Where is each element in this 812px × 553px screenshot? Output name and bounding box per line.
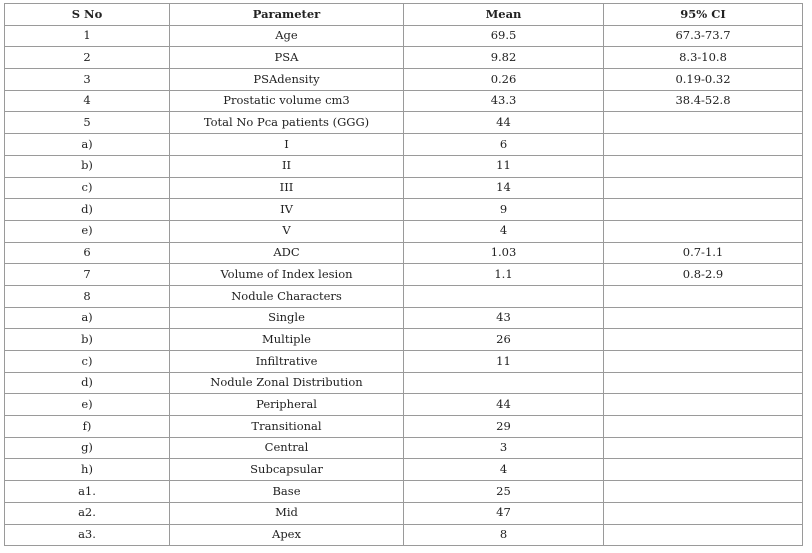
cell-parameter: IV bbox=[170, 199, 404, 221]
cell-parameter: Multiple bbox=[170, 329, 404, 351]
cell-sno: a1. bbox=[5, 481, 170, 503]
table-row bbox=[5, 524, 803, 546]
cell-parameter: Transitional bbox=[170, 416, 404, 438]
cell-sno: 3 bbox=[5, 69, 170, 91]
cell-ci bbox=[604, 416, 803, 438]
cell-parameter: Single bbox=[170, 307, 404, 329]
cell-mean: 14 bbox=[404, 177, 604, 199]
cell-sno: a3. bbox=[5, 524, 170, 546]
cell-mean: 4 bbox=[404, 459, 604, 481]
cell-parameter: Infiltrative bbox=[170, 351, 404, 373]
table-row bbox=[5, 220, 803, 242]
cell-ci bbox=[604, 285, 803, 307]
table-row bbox=[5, 351, 803, 373]
cell-sno: f) bbox=[5, 416, 170, 438]
table-row bbox=[5, 25, 803, 47]
cell-parameter: II bbox=[170, 155, 404, 177]
cell-ci bbox=[604, 481, 803, 503]
cell-parameter: Nodule Characters bbox=[170, 285, 404, 307]
cell-mean: 8 bbox=[404, 524, 604, 546]
cell-sno: a2. bbox=[5, 502, 170, 524]
cell-sno: 6 bbox=[5, 242, 170, 264]
results-table bbox=[4, 3, 803, 546]
table-row bbox=[5, 481, 803, 503]
table-row bbox=[5, 177, 803, 199]
cell-parameter: I bbox=[170, 134, 404, 156]
cell-parameter: PSA bbox=[170, 47, 404, 69]
table-row bbox=[5, 372, 803, 394]
cell-ci bbox=[604, 329, 803, 351]
table-row bbox=[5, 155, 803, 177]
cell-mean: 6 bbox=[404, 134, 604, 156]
cell-parameter: V bbox=[170, 220, 404, 242]
cell-mean: 11 bbox=[404, 351, 604, 373]
table-row bbox=[5, 329, 803, 351]
table-row bbox=[5, 394, 803, 416]
cell-ci: 0.7-1.1 bbox=[604, 242, 803, 264]
cell-mean: 44 bbox=[404, 112, 604, 134]
cell-ci bbox=[604, 307, 803, 329]
cell-mean bbox=[404, 285, 604, 307]
cell-sno: b) bbox=[5, 155, 170, 177]
cell-parameter: Mid bbox=[170, 502, 404, 524]
cell-parameter: ADC bbox=[170, 242, 404, 264]
cell-sno: 8 bbox=[5, 285, 170, 307]
cell-mean: 29 bbox=[404, 416, 604, 438]
table-row bbox=[5, 199, 803, 221]
header-mean: Mean bbox=[404, 4, 604, 26]
cell-parameter: Base bbox=[170, 481, 404, 503]
cell-sno: e) bbox=[5, 394, 170, 416]
cell-parameter: Subcapsular bbox=[170, 459, 404, 481]
cell-mean: 4 bbox=[404, 220, 604, 242]
cell-mean: 9.82 bbox=[404, 47, 604, 69]
cell-parameter: Central bbox=[170, 437, 404, 459]
cell-mean: 0.26 bbox=[404, 69, 604, 91]
cell-sno: c) bbox=[5, 351, 170, 373]
cell-ci: 0.19-0.32 bbox=[604, 69, 803, 91]
cell-sno: 7 bbox=[5, 264, 170, 286]
cell-ci bbox=[604, 394, 803, 416]
table-container bbox=[4, 3, 803, 546]
table-row bbox=[5, 112, 803, 134]
cell-sno: h) bbox=[5, 459, 170, 481]
header-ci: 95% CI bbox=[604, 4, 803, 26]
cell-parameter: III bbox=[170, 177, 404, 199]
table-row bbox=[5, 502, 803, 524]
cell-mean: 1.1 bbox=[404, 264, 604, 286]
table-row bbox=[5, 134, 803, 156]
cell-mean: 11 bbox=[404, 155, 604, 177]
cell-sno: g) bbox=[5, 437, 170, 459]
cell-ci bbox=[604, 372, 803, 394]
cell-ci: 38.4-52.8 bbox=[604, 90, 803, 112]
cell-mean bbox=[404, 372, 604, 394]
cell-parameter: Prostatic volume cm3 bbox=[170, 90, 404, 112]
cell-mean: 44 bbox=[404, 394, 604, 416]
cell-parameter: PSAdensity bbox=[170, 69, 404, 91]
cell-ci bbox=[604, 112, 803, 134]
cell-ci: 67.3-73.7 bbox=[604, 25, 803, 47]
cell-sno: a) bbox=[5, 134, 170, 156]
cell-sno: d) bbox=[5, 199, 170, 221]
cell-ci bbox=[604, 502, 803, 524]
cell-sno: 2 bbox=[5, 47, 170, 69]
cell-ci bbox=[604, 524, 803, 546]
cell-ci bbox=[604, 134, 803, 156]
cell-parameter: Nodule Zonal Distribution bbox=[170, 372, 404, 394]
cell-ci: 0.8-2.9 bbox=[604, 264, 803, 286]
cell-sno: e) bbox=[5, 220, 170, 242]
table-row bbox=[5, 416, 803, 438]
cell-ci bbox=[604, 155, 803, 177]
cell-ci: 8.3-10.8 bbox=[604, 47, 803, 69]
cell-ci bbox=[604, 351, 803, 373]
header-parameter: Parameter bbox=[170, 4, 404, 26]
cell-mean: 3 bbox=[404, 437, 604, 459]
cell-mean: 43.3 bbox=[404, 90, 604, 112]
cell-parameter: Apex bbox=[170, 524, 404, 546]
cell-sno: c) bbox=[5, 177, 170, 199]
table-row bbox=[5, 459, 803, 481]
cell-sno: 4 bbox=[5, 90, 170, 112]
cell-mean: 69.5 bbox=[404, 25, 604, 47]
header-row bbox=[5, 4, 803, 26]
cell-parameter: Volume of Index lesion bbox=[170, 264, 404, 286]
cell-sno: d) bbox=[5, 372, 170, 394]
table-row bbox=[5, 47, 803, 69]
cell-ci bbox=[604, 459, 803, 481]
cell-ci bbox=[604, 437, 803, 459]
table-row bbox=[5, 264, 803, 286]
cell-parameter: Peripheral bbox=[170, 394, 404, 416]
cell-ci bbox=[604, 177, 803, 199]
table-body bbox=[5, 25, 803, 546]
table-row bbox=[5, 437, 803, 459]
cell-sno: a) bbox=[5, 307, 170, 329]
cell-parameter: Total No Pca patients (GGG) bbox=[170, 112, 404, 134]
table-row bbox=[5, 285, 803, 307]
cell-mean: 43 bbox=[404, 307, 604, 329]
cell-mean: 1.03 bbox=[404, 242, 604, 264]
header-sno: S No bbox=[5, 4, 170, 26]
cell-mean: 9 bbox=[404, 199, 604, 221]
cell-mean: 47 bbox=[404, 502, 604, 524]
cell-sno: 1 bbox=[5, 25, 170, 47]
table-row bbox=[5, 242, 803, 264]
table-row bbox=[5, 90, 803, 112]
cell-mean: 26 bbox=[404, 329, 604, 351]
cell-ci bbox=[604, 220, 803, 242]
table-row bbox=[5, 69, 803, 91]
cell-mean: 25 bbox=[404, 481, 604, 503]
cell-parameter: Age bbox=[170, 25, 404, 47]
cell-sno: 5 bbox=[5, 112, 170, 134]
table-row bbox=[5, 307, 803, 329]
cell-sno: b) bbox=[5, 329, 170, 351]
cell-ci bbox=[604, 199, 803, 221]
